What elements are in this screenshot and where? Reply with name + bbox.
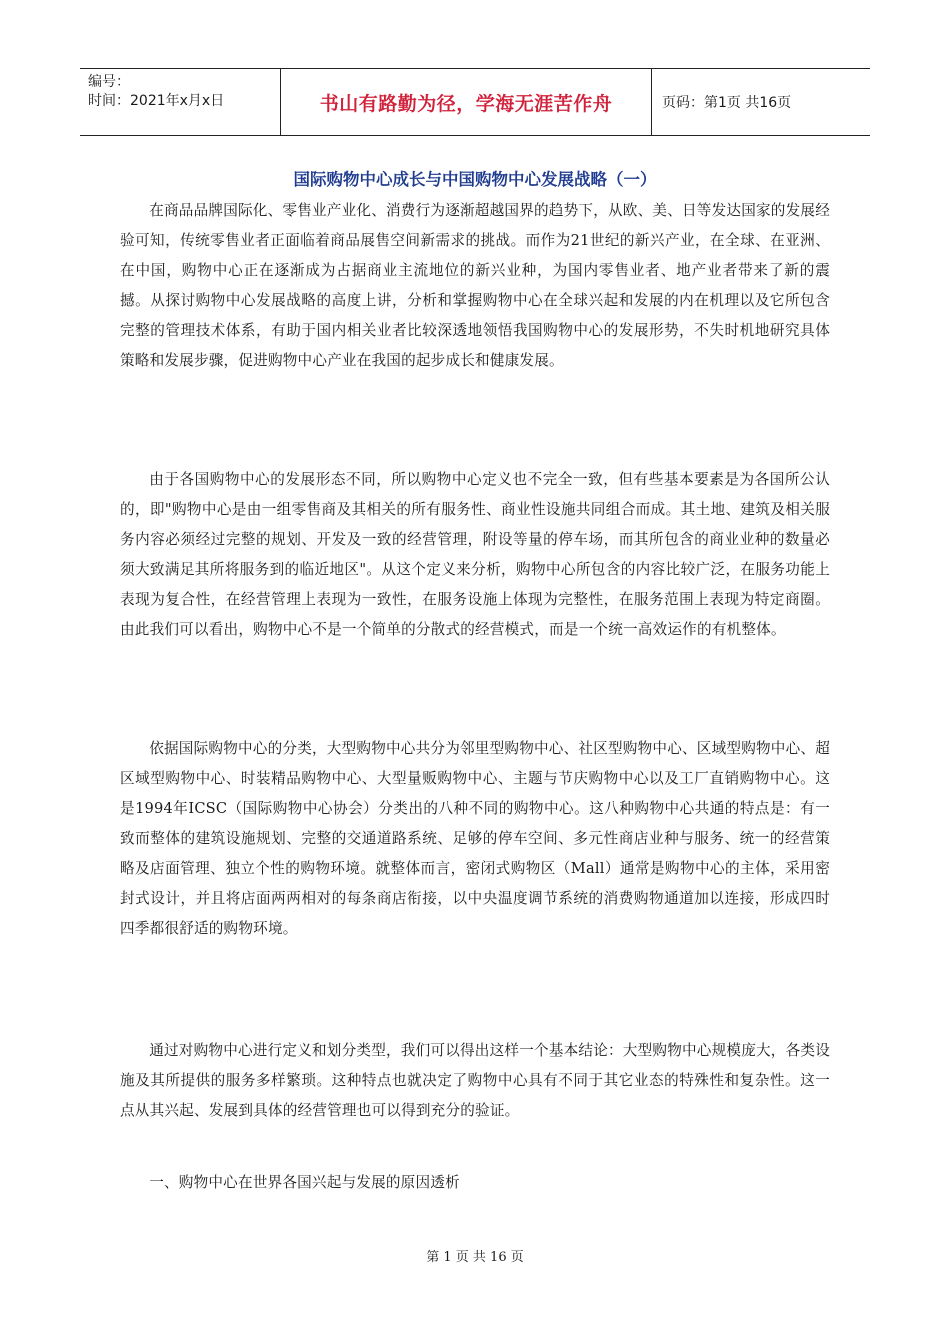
page-footer: 第 1 页 共 16 页 <box>426 1250 524 1265</box>
doc-number-label: 编号： <box>88 74 130 90</box>
page-header <box>80 68 870 136</box>
header-meta <box>80 69 280 135</box>
paragraph-2: 由于各国购物中心的发展形态不同，所以购物中心定义也不完全一致，但有些基本要素是为各国所公认的，即"购物中心是由一组零售商及其相关的所有服务性、商业性设施共同组合而成。其土地、建筑及相关服务内容必须经过完整的规划、开发及一致的经营管理，附设等量的停车场，而其所包含的商业业种的数量必须大致满足其所将服务到的临近地区"。从这个定义来分析，购物中心所包含的内容比较广泛，在服务功能上表现为复合性，在经营管理上表现为一致性，在服务设施上体现为完整性，在服务范围上表现为特定商圈。由此我们可以看出，购物中心不是一个简单的分散式的经营模式，而是一个统一高效运作的有机整体。 <box>120 471 830 638</box>
doc-time-label: 时间：2021年x月x日 <box>88 93 225 109</box>
paragraph-3: 依据国际购物中心的分类，大型购物中心共分为邻里型购物中心、社区型购物中心、区域型购物中心、超区域型购物中心、时装精品购物中心、大型量贩购物中心、主题与节庆购物中心以及工厂直销购物中心。这是1994年ICSC（国际购物中心协会）分类出的八种不同的购物中心。这八种购物中心共通的特点是：有一致而整体的建筑设施规划、完整的交通道路系统、足够的停车空间、多元性商店业种与服务、统一的经营策略及店面管理、独立个性的购物环境。就整体而言，密闭式购物区（Mall）通常是购物中心的主体，采用密封式设计，并且将店面两两相对的每条商店衔接，以中央温度调节系统的消费购物通道加以连接，形成四时四季都很舒适的购物环境。 <box>120 740 830 937</box>
header-motto-cell <box>280 69 652 135</box>
header-page-info: 页码：第1页 共16页 <box>662 95 792 111</box>
header-page-info-cell <box>652 69 870 135</box>
paragraph-4: 通过对购物中心进行定义和划分类型，我们可以得出这样一个基本结论：大型购物中心规模庞大，各类设施及其所提供的服务多样繁琐。这种特点也就决定了购物中心具有不同于其它业态的特殊性和复杂性。这一点从其兴起、发展到具体的经营管理也可以得到充分的验证。 <box>120 1042 830 1119</box>
paragraph-1: 在商品品牌国际化、零售业产业化、消费行为逐渐超越国界的趋势下，从欧、美、日等发达国家的发展经验可知，传统零售业者正面临着商品展售空间新需求的挑战。而作为21世纪的新兴产业，在全球、在亚洲、在中国，购物中心正在逐渐成为占据商业主流地位的新兴业种，为国内零售业者、地产业者带来了新的震撼。从探讨购物中心发展战略的高度上讲，分析和掌握购物中心在全球兴起和发展的内在机理以及它所包含完整的管理技术体系，有助于国内相关业者比较深透地领悟我国购物中心的发展形势，不失时机地研究具体策略和发展步骤，促进购物中心产业在我国的起步成长和健康发展。 <box>120 202 830 369</box>
section-heading-1: 一、购物中心在世界各国兴起与发展的原因透析 <box>149 1174 460 1191</box>
header-motto: 书山有路勤为径，学海无涯苦作舟 <box>319 92 613 115</box>
document-title: 国际购物中心成长与中国购物中心发展战略（一） <box>293 170 657 189</box>
